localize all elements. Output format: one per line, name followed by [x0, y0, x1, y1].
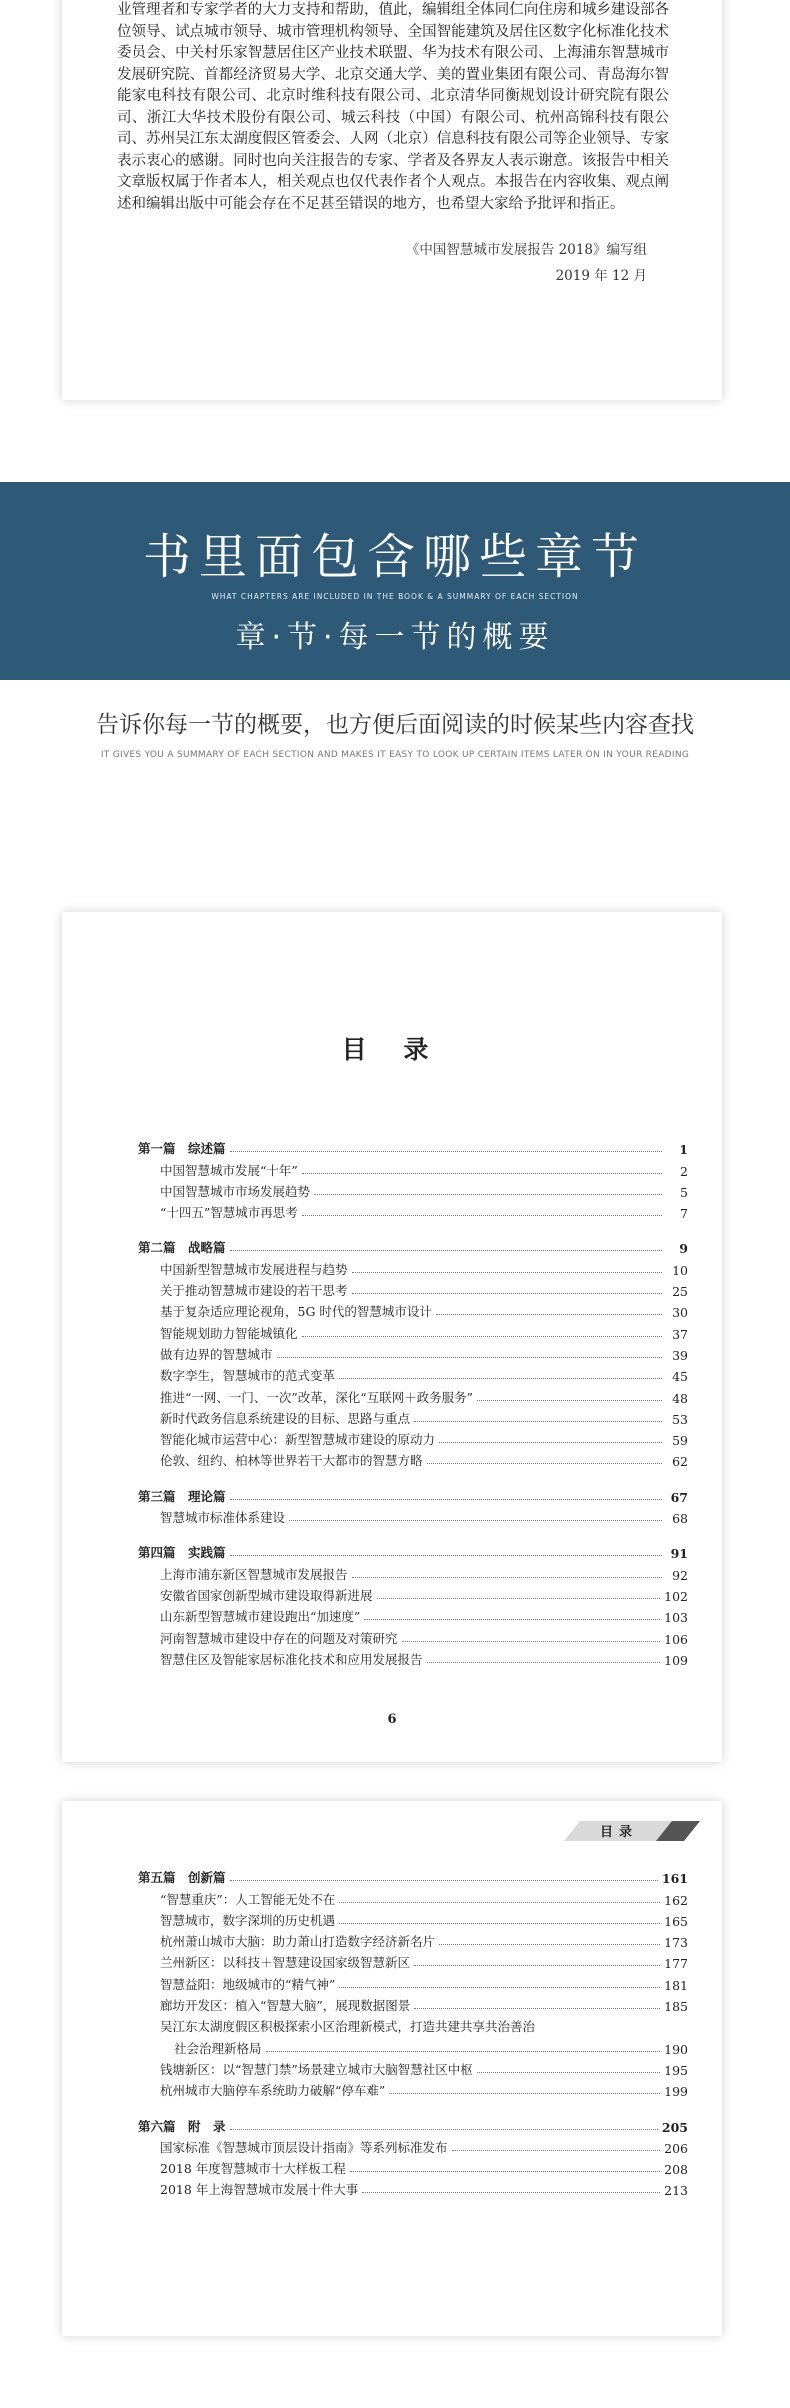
toc-entry-title: 第四篇 实践篇 — [138, 1545, 226, 1561]
toc-entry-row — [138, 1625, 688, 1646]
toc-page-number: 2 — [680, 1163, 688, 1179]
toc-entry-row — [138, 1200, 688, 1221]
toc-page-number: 5 — [680, 1184, 688, 1200]
toc-part-row — [138, 2113, 688, 2134]
intro-english: IT GIVES YOU A SUMMARY OF EACH SECTION AND MAKES IT EASY TO LOOK UP CERTAIN ITEMS LATER ON IN YOUR READING — [100, 750, 690, 760]
toc-entry-row — [138, 2156, 688, 2177]
toc-page-number: 25 — [672, 1284, 688, 1300]
toc-entry-row — [138, 1384, 688, 1405]
toc-entry-title: 第六篇 附 录 — [138, 2118, 226, 2134]
toc-page-number: 162 — [664, 1892, 688, 1908]
toc-entry-row — [138, 2135, 688, 2156]
toc-entry-title: 杭州城市大脑停车系统助力破解“停车难” — [160, 2083, 386, 2099]
toc-entry-title: 吴江东太湖度假区积极探索小区治理新模式，打造共建共享共治善治 — [160, 2019, 536, 2035]
toc-leader-dots — [350, 2171, 660, 2172]
toc-entry-row — [138, 1278, 688, 1299]
book-page-preface — [62, 0, 722, 400]
toc-leader-dots — [414, 1421, 662, 1422]
toc-entry-title: 山东新型智慧城市建设跑出“加速度” — [160, 1609, 361, 1625]
toc-entry-title: 河南智慧城市建设中存在的问题及对策研究 — [160, 1630, 398, 1646]
toc-leader-dots — [427, 1463, 662, 1464]
toc-page-number: 1 — [679, 1142, 688, 1158]
preface-signature: 《中国智慧城市发展报告 2018》编写组 — [405, 242, 647, 258]
toc-page-number: 102 — [664, 1588, 688, 1604]
toc-page-number: 208 — [664, 2162, 688, 2178]
book-page-toc-2 — [62, 1801, 722, 2336]
toc-entry-row — [138, 2078, 688, 2099]
toc-page-number: 103 — [664, 1610, 688, 1626]
toc-entry-row — [138, 1427, 688, 1448]
toc-page-number: 181 — [664, 1977, 688, 1993]
toc-page-number: 177 — [664, 1956, 688, 1972]
toc-entry-title: 上海市浦东新区智慧城市发展报告 — [160, 1566, 348, 1582]
toc-leader-dots — [302, 1173, 662, 1174]
toc-entry-row — [138, 1363, 688, 1384]
toc-leader-dots — [339, 1987, 660, 1988]
toc-header-tab — [562, 1819, 702, 1843]
toc-page-number: 30 — [672, 1305, 688, 1321]
toc-leader-dots — [339, 1378, 662, 1379]
toc-page-number: 206 — [664, 2140, 688, 2156]
toc-page-number: 68 — [672, 1511, 688, 1527]
toc-entry-title: 社会治理新格局 — [174, 2040, 262, 2056]
toc-leader-dots — [230, 2129, 658, 2130]
toc-entry-title: 廊坊开发区：植入“智慧大脑”，展现数据图景 — [160, 1998, 411, 2014]
toc-entry-row — [138, 2014, 688, 2035]
toc-entry-title: 中国智慧城市发展“十年” — [160, 1162, 298, 1178]
toc-entry-row — [138, 2177, 688, 2198]
toc-entry-title: 智慧住区及智能家居标准化技术和应用发展报告 — [160, 1651, 423, 1667]
toc-leader-dots — [302, 1215, 662, 1216]
preface-date: 2019 年 12 月 — [555, 268, 647, 284]
toc-leader-dots — [477, 2072, 660, 2073]
toc-leader-dots — [436, 1314, 662, 1315]
toc-leader-dots — [289, 1520, 662, 1521]
toc-entry-title: 推进“一网、一门、一次”改革，深化“互联网＋政务服务” — [160, 1389, 474, 1405]
toc-entry-row — [138, 1929, 688, 1950]
toc-entry-title: 伦敦、纽约、柏林等世界若干大都市的智慧方略 — [160, 1453, 423, 1469]
toc-entry-row — [138, 1561, 688, 1582]
toc-header-label: 目录 — [600, 1825, 639, 1840]
banner-title: 书里面包含哪些章节 — [142, 529, 647, 585]
toc-entry-title: 智慧城市，数字深圳的历史机遇 — [160, 1912, 336, 1928]
toc-entry-row — [138, 1256, 688, 1277]
toc-part-row — [138, 1136, 688, 1157]
toc-title: 目 录 — [341, 1035, 443, 1064]
toc-leader-dots — [230, 1880, 658, 1881]
toc-part-row — [138, 1540, 688, 1561]
toc-entry-title: 兰州新区：以科技＋智慧建设国家级智慧新区 — [160, 1955, 411, 1971]
toc-page-number: 39 — [672, 1347, 688, 1363]
toc-leader-dots — [402, 1641, 661, 1642]
toc-entry-title: 2018 年度智慧城市十大样板工程 — [160, 2161, 346, 2177]
toc-leader-dots — [266, 2051, 661, 2052]
toc-entry-row — [138, 1886, 688, 1907]
toc-entry-title: 第五篇 创新篇 — [138, 1870, 226, 1886]
toc-leader-dots — [364, 1619, 660, 1620]
toc-page-number: 48 — [672, 1390, 688, 1406]
toc-page-number: 67 — [670, 1489, 688, 1505]
toc-page-number: 62 — [672, 1454, 688, 1470]
toc-page-number: 205 — [661, 2119, 688, 2135]
toc-entry-title: 安徽省国家创新型城市建设取得新进展 — [160, 1587, 373, 1603]
toc-entry-title: “十四五”智慧城市再思考 — [160, 1205, 298, 1221]
toc-entry-title: 中国新型智慧城市发展进程与趋势 — [160, 1261, 348, 1277]
toc-page-number: 190 — [664, 2041, 688, 2057]
toc-leader-dots — [339, 1923, 660, 1924]
toc-entry-row — [138, 1950, 688, 1971]
toc-page-number: 53 — [672, 1411, 688, 1427]
toc-page-number: 213 — [664, 2183, 688, 2199]
toc-leader-dots — [277, 1357, 662, 1358]
toc-entry-title: 国家标准《智慧城市顶层设计指南》等系列标准发布 — [160, 2139, 448, 2155]
toc-leader-dots — [314, 1194, 662, 1195]
toc-leader-dots — [352, 1272, 662, 1273]
toc-entry-title: 杭州萧山城市大脑：助力萧山打造数字经济新名片 — [160, 1934, 436, 1950]
toc-list — [138, 1865, 688, 2198]
toc-leader-dots — [230, 1555, 662, 1556]
toc-page-number: 185 — [664, 1999, 688, 2015]
toc-entry-title: 2018 年上海智慧城市发展十件大事 — [160, 2182, 359, 2198]
toc-entry-title: 第二篇 战略篇 — [138, 1240, 226, 1256]
toc-entry-row — [138, 1157, 688, 1178]
toc-entry-row — [138, 2057, 688, 2078]
page-number: 6 — [387, 1712, 397, 1727]
toc-part-row — [138, 1235, 688, 1256]
toc-entry-row — [138, 1299, 688, 1320]
toc-leader-dots — [302, 1336, 662, 1337]
toc-entry-row — [138, 1406, 688, 1427]
toc-leader-dots — [414, 2008, 660, 2009]
toc-leader-dots — [230, 1499, 662, 1500]
toc-entry-title: 中国智慧城市市场发展趋势 — [160, 1183, 311, 1199]
toc-page-number: 165 — [664, 1913, 688, 1929]
toc-entry-title: 智能化城市运营中心：新型智慧城市建设的原动力 — [160, 1432, 436, 1448]
toc-entry-title: 新时代政务信息系统建设的目标、思路与重点 — [160, 1410, 411, 1426]
toc-entry-title: 关于推动智慧城市建设的若干思考 — [160, 1283, 348, 1299]
toc-entry-title: 第三篇 理论篇 — [138, 1488, 226, 1504]
chapters-banner — [0, 482, 790, 680]
toc-page-number: 106 — [664, 1631, 688, 1647]
toc-page-number: 199 — [664, 2084, 688, 2100]
toc-page-number: 7 — [680, 1206, 688, 1222]
toc-entry-title: 基于复杂适应理论视角，5G 时代的智慧城市设计 — [160, 1304, 432, 1320]
toc-page-number: 92 — [672, 1567, 688, 1583]
toc-page-number: 9 — [679, 1241, 688, 1257]
banner-english: WHAT CHAPTERS ARE INCLUDED IN THE BOOK & A SUMMARY OF EACH SECTION — [211, 592, 579, 601]
toc-entry-row — [138, 1647, 688, 1668]
toc-entry-row — [138, 1971, 688, 1992]
toc-entry-row — [138, 2035, 688, 2056]
toc-leader-dots — [414, 1965, 660, 1966]
toc-leader-dots — [339, 1902, 660, 1903]
toc-leader-dots — [389, 2093, 660, 2094]
toc-leader-dots — [439, 1442, 662, 1443]
toc-entry-row — [138, 1448, 688, 1469]
toc-entry-title: 智能规划助力智能城镇化 — [160, 1325, 298, 1341]
toc-leader-dots — [439, 1944, 660, 1945]
intro-text: 告诉你每一节的概要，也方便后面阅读的时候某些内容查找 — [96, 712, 694, 738]
toc-entry-row — [138, 1179, 688, 1200]
toc-entry-title: 智慧城市标准体系建设 — [160, 1510, 286, 1526]
toc-page-number: 195 — [664, 2062, 688, 2078]
toc-entry-title: 数字孪生，智慧城市的范式变革 — [160, 1368, 336, 1384]
toc-entry-row — [138, 1583, 688, 1604]
toc-page-number: 45 — [672, 1369, 688, 1385]
book-page-toc-1 — [62, 912, 722, 1762]
toc-leader-dots — [362, 2192, 660, 2193]
toc-list — [138, 1136, 688, 1668]
toc-entry-row — [138, 1908, 688, 1929]
toc-leader-dots — [230, 1151, 662, 1152]
toc-leader-dots — [427, 1662, 661, 1663]
toc-page-number: 10 — [672, 1262, 688, 1278]
toc-leader-dots — [352, 1577, 662, 1578]
toc-part-row — [138, 1865, 688, 1886]
toc-page-number: 109 — [664, 1652, 688, 1668]
toc-leader-dots — [452, 2150, 661, 2151]
toc-entry-title: 智慧益阳：地级城市的“精气神” — [160, 1976, 336, 1992]
toc-page-number: 161 — [661, 1871, 688, 1887]
toc-entry-row — [138, 1993, 688, 2014]
toc-entry-title: “智慧重庆”：人工智能无处不在 — [160, 1891, 336, 1907]
banner-subtitle: 章·节·每一节的概要 — [235, 620, 555, 655]
toc-leader-dots — [352, 1293, 662, 1294]
preface-paragraph: 业管理者和专家学者的大力支持和帮助，值此，编辑组全体同仁向住房和城乡建设部各位领导、试点城市领导、城市管理机构领导、全国智能建筑及居住区数字化标准化技术委员会、中关村乐家智慧居住区产业技术联盟、华为技术有限公司、上海浦东智慧城市发展研究院、首都经济贸易大学、北京交通大学、美的置业集团有限公司、青岛海尔智能家电科技有限公司、北京时维科技有限公司、北京清华同衡规划设计研究院有限公司、浙江大华技术股份有限公司、城云科技（中国）有限公司、杭州高锦科技有限公司、苏州吴江东太湖度假区管委会、人网（北京）信息科技有限公司等企业领导、专家表示衷心的感谢。同时也向关注报告的专家、学者及各界友人表示谢意。该报告中相关文章版权属于作者本人，相关观点也仅代表作者个人观点。本报告在内容收集、观点阐述和编辑出版中可能会存在不足甚至错误的地方，也希望大家给予批评和指正。 — [117, 2, 669, 212]
toc-entry-row — [138, 1505, 688, 1526]
toc-page-number: 37 — [672, 1326, 688, 1342]
toc-leader-dots — [477, 1400, 662, 1401]
toc-leader-dots — [377, 1598, 661, 1599]
toc-leader-dots — [230, 1250, 662, 1251]
toc-entry-row — [138, 1604, 688, 1625]
toc-entry-title: 做有边界的智慧城市 — [160, 1346, 273, 1362]
toc-part-row — [138, 1483, 688, 1504]
toc-entry-title: 第一篇 综述篇 — [138, 1141, 226, 1157]
toc-page-number: 59 — [672, 1433, 688, 1449]
toc-entry-title: 钱塘新区：以“智慧门禁”场景建立城市大脑智慧社区中枢 — [160, 2061, 473, 2077]
toc-entry-row — [138, 1342, 688, 1363]
toc-page-number: 91 — [670, 1546, 688, 1562]
toc-entry-row — [138, 1320, 688, 1341]
toc-page-number: 173 — [664, 1935, 688, 1951]
